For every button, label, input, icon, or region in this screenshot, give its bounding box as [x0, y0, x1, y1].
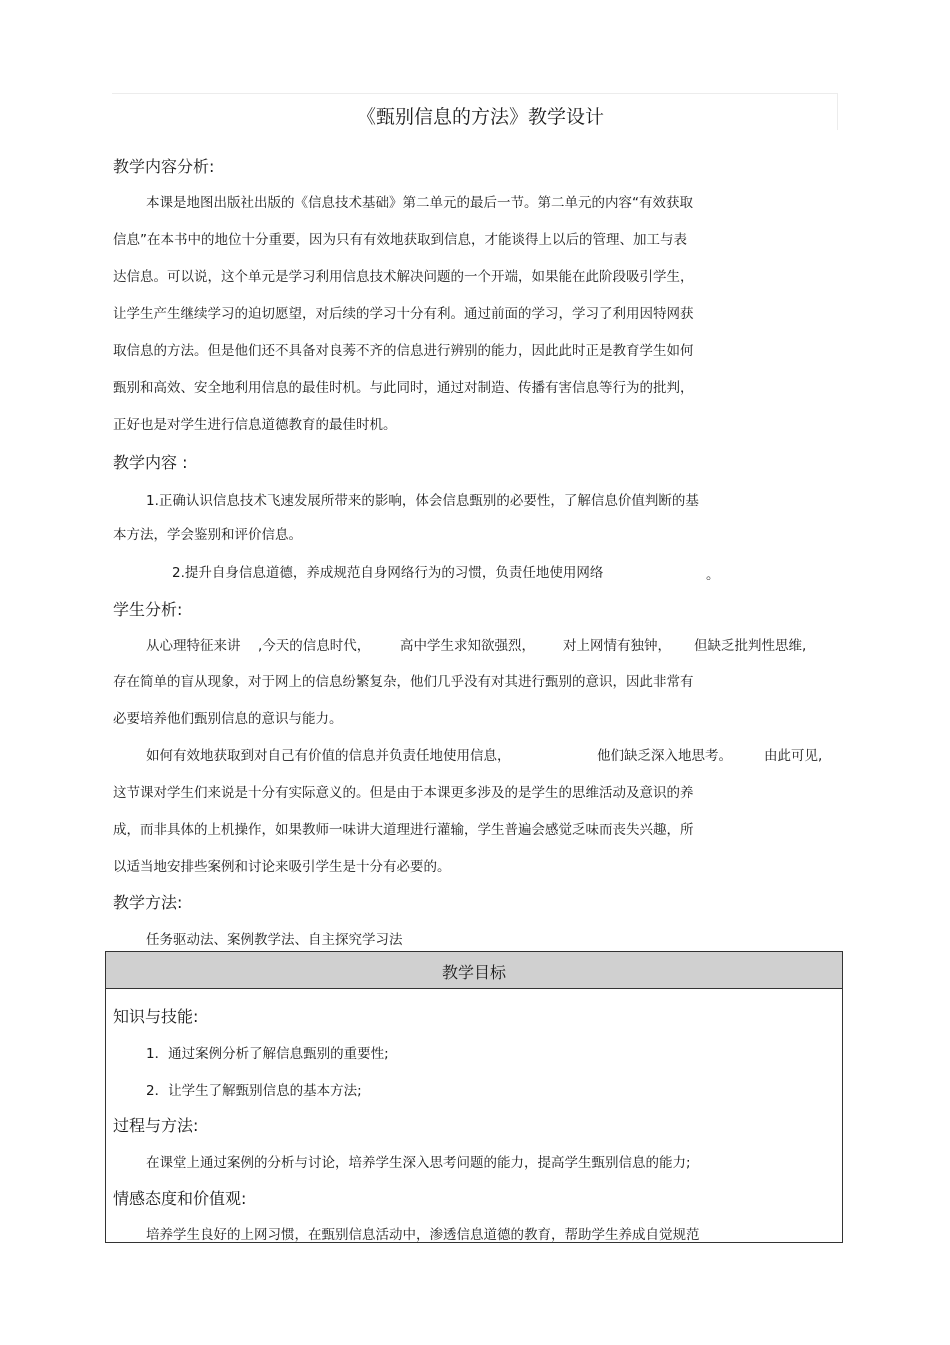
paragraph-line: 存在简单的盲从现象，对于网上的信息纷繁复杂，他们几乎没有对其进行甄别的意识，因此非常有	[113, 674, 694, 690]
table-item: 培养学生良好的上网习惯，在甄别信息活动中，渗透信息道德的教育，帮助学生养成自觉规范	[146, 1227, 700, 1243]
list-item-end: 。	[706, 567, 720, 583]
list-item: 1.正确认识信息技术飞速发展所带来的影响，体会信息甄别的必要性，了解信息价值判断的基	[146, 493, 699, 509]
table-item: 1．通过案例分析了解信息甄别的重要性;	[146, 1046, 389, 1062]
section-heading-student-analysis: 学生分析:	[113, 600, 183, 619]
paragraph-line: 以适当地安排些案例和讨论来吸引学生是十分有必要的。	[113, 859, 451, 875]
paragraph-fragment: 从心理特征来讲	[146, 638, 241, 654]
right-rule	[837, 93, 838, 130]
table-header-label: 教学目标	[441, 963, 506, 982]
paragraph-line: 成，而非具体的上机操作，如果教师一味讲大道理进行灌输，学生普遍会感觉乏味而丧失兴趣，所	[113, 822, 694, 838]
paragraph-line: 信息”在本书中的地位十分重要，因为只有有效地获取到信息，才能谈得上以后的管理、加工与表	[113, 232, 687, 248]
paragraph-fragment: 如何有效地获取到对自己有价值的信息并负责任地使用信息，	[146, 748, 511, 764]
table-heading-knowledge: 知识与技能:	[113, 1007, 199, 1026]
paragraph-fragment: 但缺乏批判性思维,	[694, 638, 807, 654]
methods-text: 任务驱动法、案例教学法、自主探究学习法	[146, 932, 403, 948]
list-item: 2.提升自身信息道德，养成规范自身网络行为的习惯，负责任地使用网络	[172, 565, 604, 581]
table-header	[106, 952, 842, 989]
table-item: 在课堂上通过案例的分析与讨论，培养学生深入思考问题的能力，提高学生甄别信息的能力;	[146, 1155, 691, 1171]
paragraph-fragment: 他们缺乏深入地思考。	[597, 748, 732, 764]
paragraph-line: 这节课对学生们来说是十分有实际意义的。但是由于本课更多涉及的是学生的思维活动及意识的养	[113, 785, 694, 801]
section-heading-teaching-methods: 教学方法:	[113, 893, 183, 912]
list-item-continuation: 本方法，学会鉴别和评价信息。	[113, 527, 302, 543]
paragraph-fragment: 对上网情有独钟，	[563, 638, 671, 654]
paragraph-line: 让学生产生继续学习的迫切愿望，对后续的学习十分有利。通过前面的学习，学习了利用因特网获	[113, 306, 694, 322]
top-rule	[112, 93, 837, 94]
paragraph-fragment: 由此可见,	[764, 748, 823, 764]
paragraph-fragment: 高中学生求知欲强烈，	[400, 638, 535, 654]
paragraph-fragment: ,今天的信息时代，	[258, 638, 371, 654]
paragraph-line: 正好也是对学生进行信息道德教育的最佳时机。	[113, 417, 397, 433]
table-heading-emotion: 情感态度和价值观:	[113, 1189, 247, 1208]
table-item: 2．让学生了解甄别信息的基本方法;	[146, 1083, 362, 1099]
table-heading-process: 过程与方法:	[113, 1116, 199, 1135]
section-heading-content-analysis: 教学内容分析:	[113, 157, 215, 176]
paragraph-line: 本课是地图出版社出版的《信息技术基础》第二单元的最后一节。第二单元的内容“有效获取	[146, 195, 693, 211]
paragraph-line: 必要培养他们甄别信息的意识与能力。	[113, 711, 343, 727]
paragraph-line: 达信息。可以说，这个单元是学习利用信息技术解决问题的一个开端，如果能在此阶段吸引学生，	[113, 269, 694, 285]
paragraph-line: 取信息的方法。但是他们还不具备对良莠不齐的信息进行辨别的能力，因此此时正是教育学生如何	[113, 343, 694, 359]
paragraph-line: 甄别和高效、安全地利用信息的最佳时机。与此同时，通过对制造、传播有害信息等行为的批判，	[113, 380, 694, 396]
document-title: 《甄别信息的方法》教学设计	[357, 106, 605, 128]
section-heading-teaching-content: 教学内容 :	[113, 453, 188, 472]
objectives-table	[105, 951, 843, 1243]
